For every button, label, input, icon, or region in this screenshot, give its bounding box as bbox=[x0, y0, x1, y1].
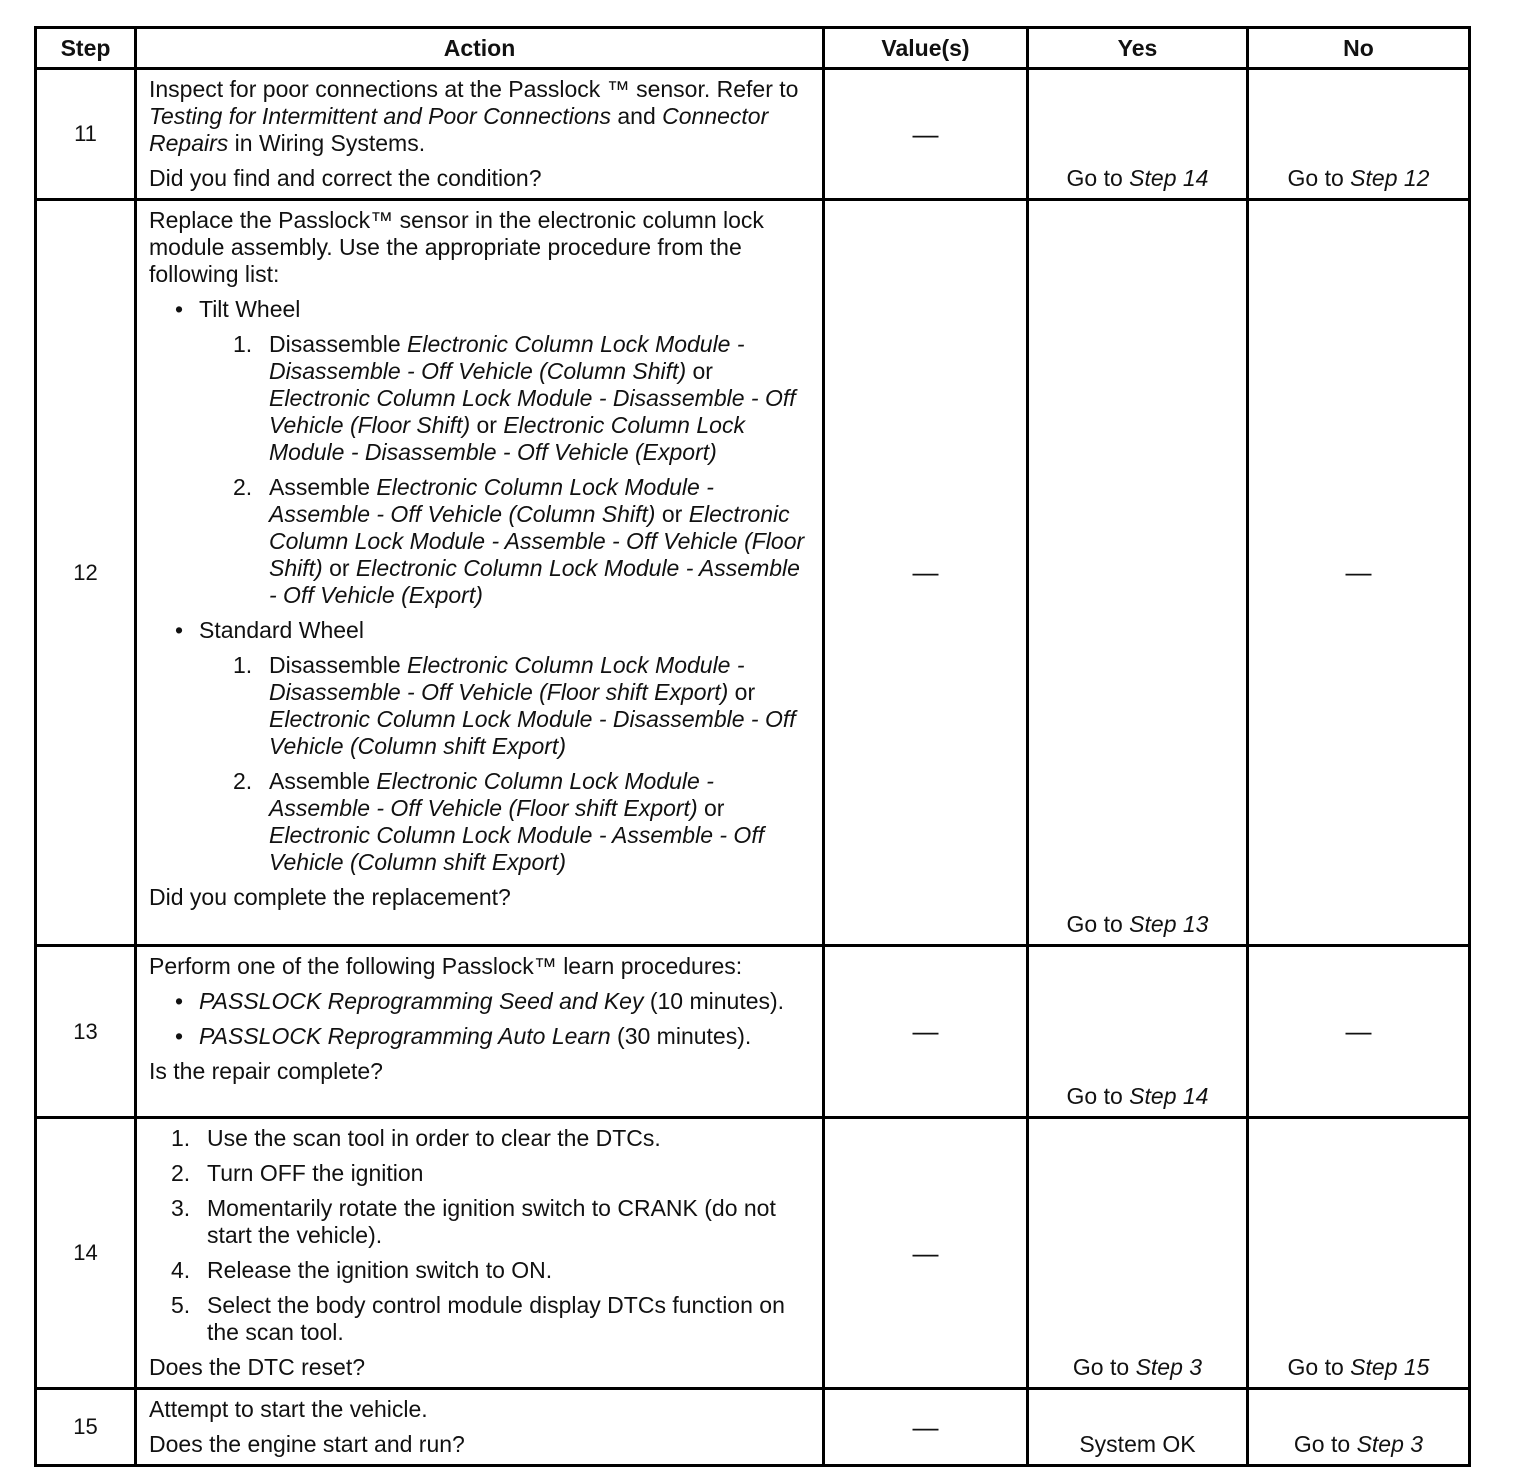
action-text: Perform one of the following Passlock™ learn procedures: bbox=[149, 953, 743, 979]
table-row-step-15 bbox=[36, 1389, 1470, 1466]
no-cell: — bbox=[1248, 946, 1470, 1118]
list-item: 5. Select the body control module display DTCs function on the scan tool. bbox=[171, 1292, 785, 1345]
no-cell: Go to Step 15 bbox=[1248, 1118, 1470, 1389]
table-row-step-11 bbox=[36, 69, 1470, 200]
list-item: • PASSLOCK Reprogramming Seed and Key (10 minutes). bbox=[175, 988, 785, 1014]
table-row-step-12 bbox=[36, 200, 1470, 946]
step-number: 12 bbox=[36, 200, 136, 946]
no-cell: Go to Step 12 bbox=[1248, 69, 1470, 200]
action-cell bbox=[136, 1118, 824, 1389]
list-item: 2. Turn OFF the ignition bbox=[171, 1160, 424, 1186]
list-item: 2. Assemble Electronic Column Lock Module - Assemble - Off Vehicle (Floor shift Export) or Electronic Column Lock Module - Assemble - Off Vehicle (Column shift Export) bbox=[233, 768, 765, 875]
diagnostic-table bbox=[34, 26, 1471, 1467]
action-question: Did you find and correct the condition? bbox=[149, 165, 542, 191]
step-number: 11 bbox=[36, 69, 136, 200]
action-question: Is the repair complete? bbox=[149, 1058, 383, 1084]
value-cell: — bbox=[824, 946, 1028, 1118]
value-cell: — bbox=[824, 69, 1028, 200]
table-row-step-13 bbox=[36, 946, 1470, 1118]
yes-cell: Go to Step 14 bbox=[1028, 69, 1248, 200]
action-text: Inspect for poor connections at the Passlock ™ sensor. Refer to Testing for Intermittent and Poor Connections and Connector Repairs in Wiring Systems. bbox=[149, 76, 799, 156]
list-item: 1. Disassemble Electronic Column Lock Module - Disassemble - Off Vehicle (Floor shift Export) or Electronic Column Lock Module - Disassemble - Off Vehicle (Column shift Export) bbox=[233, 652, 796, 759]
header-values: Value(s) bbox=[824, 28, 1028, 69]
step-link[interactable]: Step 12 bbox=[1350, 165, 1430, 191]
value-cell: — bbox=[824, 200, 1028, 946]
action-text: Attempt to start the vehicle. bbox=[149, 1396, 428, 1422]
list-item: 1. Disassemble Electronic Column Lock Module - Disassemble - Off Vehicle (Column Shift) or Electronic Column Lock Module - Disassemble - Off Vehicle (Floor Shift) or Electronic Column Lock Module - Disassemble - Off Vehicle (Export) bbox=[233, 331, 796, 465]
table-row-step-14 bbox=[36, 1118, 1470, 1389]
list-item: • Standard Wheel bbox=[175, 617, 364, 643]
list-item: 4. Release the ignition switch to ON. bbox=[171, 1257, 553, 1283]
yes-cell: System OK bbox=[1028, 1389, 1248, 1466]
action-text: Replace the Passlock™ sensor in the electronic column lock module assembly. Use the appropriate procedure from the following list: bbox=[149, 207, 764, 287]
list-item: 1. Use the scan tool in order to clear the DTCs. bbox=[171, 1125, 661, 1151]
list-item: • PASSLOCK Reprogramming Auto Learn (30 minutes). bbox=[175, 1023, 752, 1049]
header-yes: Yes bbox=[1028, 28, 1248, 69]
yes-cell: Go to Step 13 bbox=[1028, 200, 1248, 946]
list-item: 3. Momentarily rotate the ignition switch to CRANK (do not start the vehicle). bbox=[171, 1195, 776, 1248]
header-row bbox=[36, 28, 1470, 69]
step-link[interactable]: Step 15 bbox=[1350, 1354, 1430, 1380]
step-number: 15 bbox=[36, 1389, 136, 1466]
doc-reference: Connector Repairs bbox=[149, 103, 769, 156]
header-no: No bbox=[1248, 28, 1470, 69]
no-cell: — bbox=[1248, 200, 1470, 946]
list-item: 2. Assemble Electronic Column Lock Module - Assemble - Off Vehicle (Column Shift) or Electronic Column Lock Module - Assemble - Off Vehicle (Floor Shift) or Electronic Column Lock Module - Assemble - Off Vehicle (Export) bbox=[233, 474, 805, 608]
header-action: Action bbox=[136, 28, 824, 69]
step-number: 13 bbox=[36, 946, 136, 1118]
step-number: 14 bbox=[36, 1118, 136, 1389]
yes-cell: Go to Step 3 bbox=[1028, 1118, 1248, 1389]
action-question: Does the DTC reset? bbox=[149, 1354, 366, 1380]
no-cell: Go to Step 3 bbox=[1248, 1389, 1470, 1466]
action-cell bbox=[136, 69, 824, 200]
action-cell bbox=[136, 946, 824, 1118]
value-cell: — bbox=[824, 1118, 1028, 1389]
action-cell bbox=[136, 1389, 824, 1466]
yes-cell: Go to Step 14 bbox=[1028, 946, 1248, 1118]
step-link[interactable]: Step 3 bbox=[1135, 1354, 1203, 1380]
action-question: Did you complete the replacement? bbox=[149, 884, 511, 910]
action-cell bbox=[136, 200, 824, 946]
header-step: Step bbox=[36, 28, 136, 69]
value-cell: — bbox=[824, 1389, 1028, 1466]
diagnostic-table-container bbox=[34, 26, 1468, 1467]
doc-reference: Testing for Intermittent and Poor Connections bbox=[149, 103, 611, 129]
step-link[interactable]: Step 14 bbox=[1129, 165, 1209, 191]
step-link[interactable]: Step 13 bbox=[1129, 911, 1209, 937]
step-link[interactable]: Step 14 bbox=[1129, 1083, 1209, 1109]
action-question: Does the engine start and run? bbox=[149, 1431, 465, 1457]
step-link[interactable]: Step 3 bbox=[1356, 1431, 1424, 1457]
list-item: • Tilt Wheel bbox=[175, 296, 301, 322]
